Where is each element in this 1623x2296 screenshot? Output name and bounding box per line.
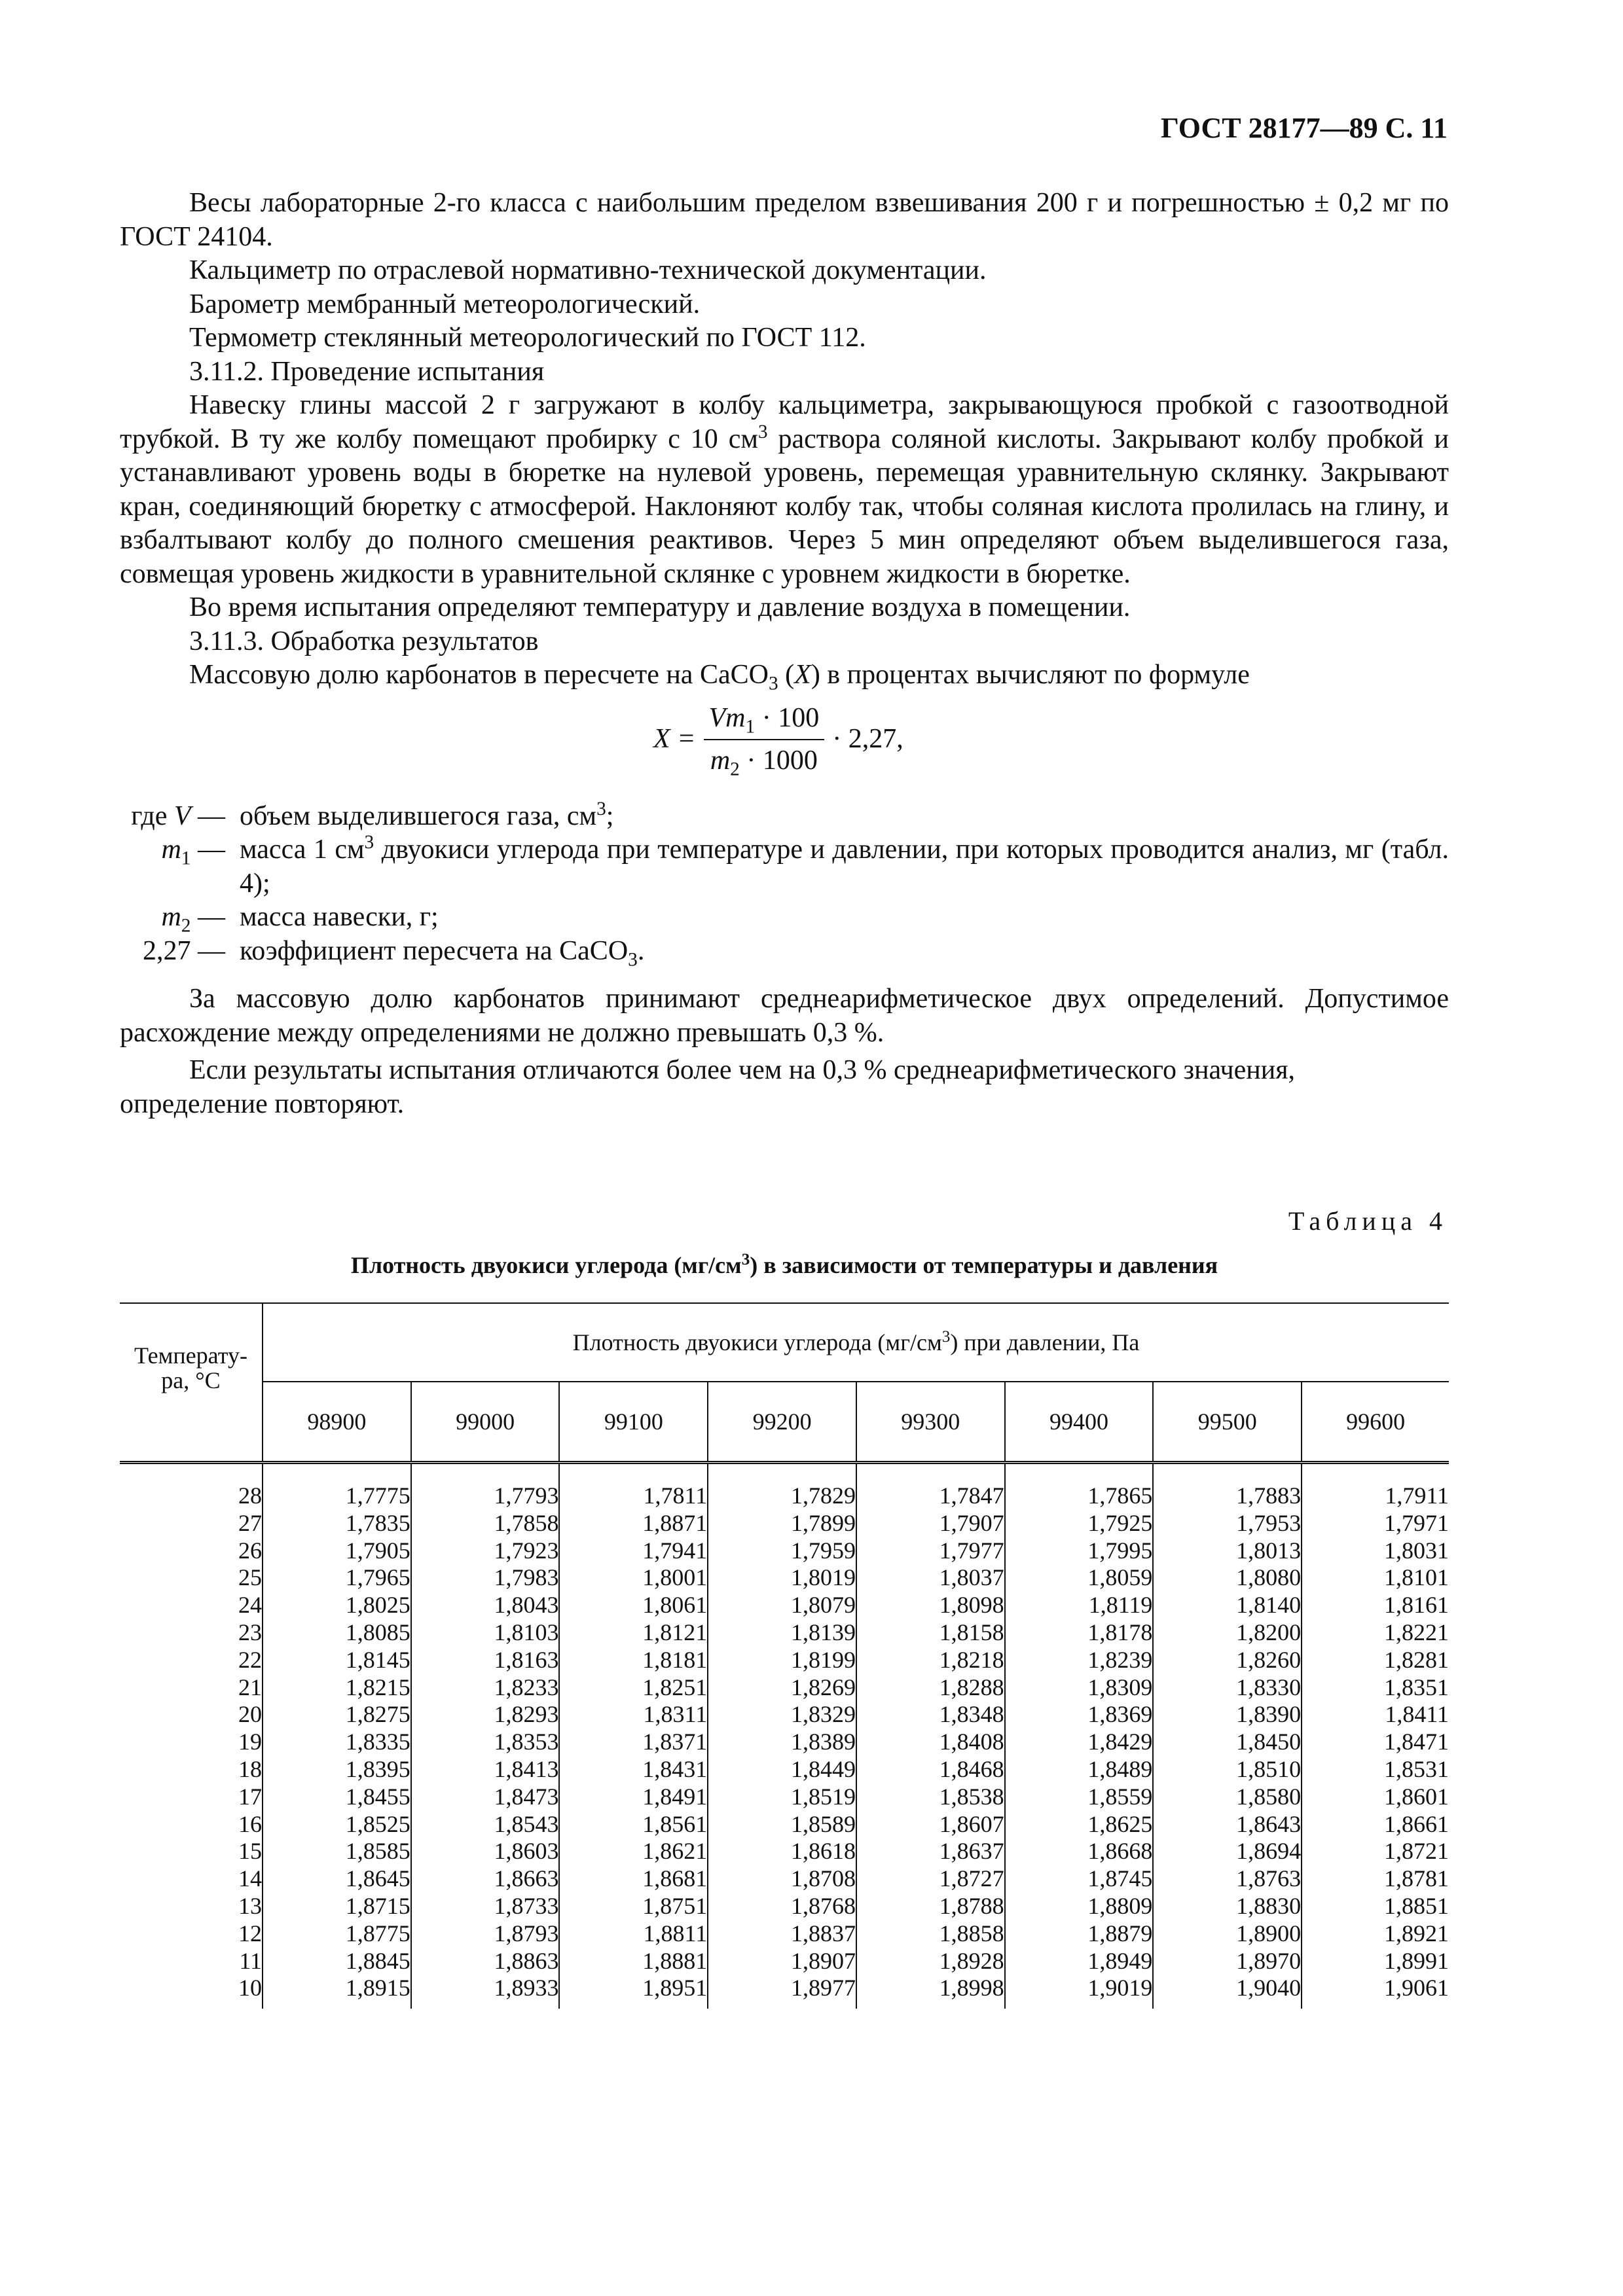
density-cell: 1,8389 [708,1729,856,1756]
density-cell: 1,8473 [411,1784,560,1811]
density-cell: 1,8977 [708,1975,856,2009]
density-cell: 1,8269 [708,1674,856,1702]
pressure-header: 99600 [1302,1382,1449,1463]
temperature-cell: 11 [120,1948,263,1975]
density-cell: 1,8239 [1005,1647,1154,1674]
temperature-cell: 22 [120,1647,263,1674]
density-cell: 1,8098 [856,1592,1005,1619]
paragraph: Если результаты испытания отличаются более чем на 0,3 % среднеарифметического значения, определение повторяют. [120,1055,1296,1119]
density-cell: 1,8471 [1384,1729,1449,1755]
temperature-cell: 12 [120,1920,263,1948]
document-body [120,187,1449,1121]
density-cell: 1,8080 [1153,1564,1302,1592]
density-cell: 1,8001 [559,1564,708,1592]
density-cell: 1,8621 [559,1838,708,1865]
density-cell: 1,8907 [708,1948,856,1975]
density-cell: 1,8970 [1153,1948,1302,1975]
density-cell: 1,8589 [708,1811,856,1839]
density-cell: 1,8858 [856,1920,1005,1948]
density-cell: 1,8788 [856,1893,1005,1920]
table-row [120,1838,1449,1865]
density-cell: 1,8330 [1153,1674,1302,1702]
definition-item: 2,27 — коэффициент пересчета на СаСО$_3$. [143,935,645,970]
density-cell: 1,8293 [411,1701,560,1729]
density-cell: 1,8348 [856,1701,1005,1729]
density-cell: 1,8455 [263,1784,411,1811]
density-cell: 1,7883 [1153,1463,1302,1510]
density-table [120,1302,1449,2009]
table-row [120,1756,1449,1784]
density-cell: 1,8335 [263,1729,411,1756]
density-cell: 1,8199 [708,1647,856,1674]
density-cell: 1,8601 [1384,1783,1449,1810]
density-cell: 1,8281 [1384,1646,1449,1673]
table-row [120,1865,1449,1893]
temperature-header: Температу-ра, °С [120,1303,263,1463]
density-cell: 1,8933 [411,1975,560,2009]
density-cell: 1,7995 [1005,1537,1154,1565]
density-cell: 1,8145 [263,1647,411,1674]
paragraph: Кальциметр по отраслевой нормативно-технической документации. [189,255,987,285]
density-cell: 1,8429 [1005,1729,1154,1756]
density-cell: 1,8879 [1005,1920,1154,1948]
paragraph: Барометр мембранный метеорологический. [189,289,701,319]
temperature-cell: 19 [120,1729,263,1756]
temperature-cell: 24 [120,1592,263,1619]
density-cell: 1,8781 [1384,1865,1449,1892]
density-cell: 1,8221 [1384,1619,1449,1645]
density-cell: 1,8863 [411,1948,560,1975]
table-row [120,1975,1449,2009]
table-label: Таблица 4 [1288,1206,1448,1236]
density-cell: 1,8991 [1384,1947,1449,1974]
density-cell: 1,7793 [411,1463,560,1510]
density-cell: 1,8311 [559,1701,708,1729]
page-header: ГОСТ 28177—89 С. 11 [1160,112,1448,144]
table-row [120,1564,1449,1592]
table-row [120,1893,1449,1920]
density-cell: 1,8013 [1153,1537,1302,1565]
density-cell: 1,8775 [263,1920,411,1948]
temperature-cell: 26 [120,1537,263,1565]
density-cell: 1,8915 [263,1975,411,2009]
density-cell: 1,8371 [559,1729,708,1756]
table-row [120,1920,1449,1948]
temperature-cell: 10 [120,1975,263,2009]
density-cell: 1,8580 [1153,1784,1302,1811]
density-cell: 1,8215 [263,1674,411,1702]
pressure-header: 99400 [1005,1382,1154,1463]
density-cell: 1,8715 [263,1893,411,1920]
density-cell: 1,7829 [708,1463,856,1510]
density-cell: 1,8395 [263,1756,411,1784]
density-cell: 1,8489 [1005,1756,1154,1784]
table-row [120,1674,1449,1702]
paragraph: Навеску глины массой 2 г загружают в колбу кальциметра, закрывающуюся пробкой с газоотводной трубкой. В ту же колбу помещают пробирку с 10 $см^3$ раствора соляной кислоты. Закрывают колбу пробкой и устанавливают уровень воды в бюретке на нулевой уровень, перемещая уравнительную склянку. Закрывают кран, соединяющий бюретку с атмосферой. Наклоняют колбу так, чтобы соляная кислота пролилась на глину, и взбалтывают колбу до полного смешения реактивов. Через 5 мин определяют объем выделившегося газа, совмещая уровень жидкости в уравнительной склянке с уровнем жидкости в бюретке. [120,390,1449,589]
density-cell: 1,8061 [559,1592,708,1619]
density-cell: 1,7983 [411,1564,560,1592]
table-title: Плотность двуокиси углерода $(мг/см^3)$ в зависимости от температуры и давления [350,1251,1218,1278]
pressure-header: 99200 [708,1382,856,1463]
density-cell: 1,8727 [856,1865,1005,1893]
density-cell: 1,8288 [856,1674,1005,1702]
density-cell: 1,8603 [411,1838,560,1865]
density-cell: 1,8625 [1005,1811,1154,1839]
density-cell: 1,8510 [1153,1756,1302,1784]
density-cell: 1,8733 [411,1893,560,1920]
density-cell: 1,7847 [856,1463,1005,1510]
temperature-cell: 20 [120,1701,263,1729]
density-cell: 1,8468 [856,1756,1005,1784]
density-cell: 1,8121 [559,1619,708,1647]
density-cell: 1,8260 [1153,1647,1302,1674]
pressure-group-header: Плотность двуокиси углерода $(мг/см^3)$ при давлении, Па [263,1303,1449,1382]
density-cell: 1,7907 [856,1510,1005,1537]
density-cell: 1,8140 [1153,1592,1302,1619]
pressure-header: 99000 [411,1382,560,1463]
density-cell: 1,8079 [708,1592,856,1619]
density-cell: 1,8900 [1153,1920,1302,1948]
table-row [120,1619,1449,1647]
density-cell: 1,8585 [263,1838,411,1865]
density-cell: 1,8019 [708,1564,856,1592]
section-heading: 3.11.3. Обработка результатов [189,626,539,656]
temperature-cell: 15 [120,1838,263,1865]
section-heading: 3.11.2. Проведение испытания [189,356,545,387]
density-cell: 1,8085 [263,1619,411,1647]
density-cell: 1,8390 [1153,1701,1302,1729]
density-cell: 1,8881 [559,1948,708,1975]
formula-fraction: $\frac{Vm_1 \cdot 100}{m_2 \cdot 1000}$ [704,702,825,778]
density-cell: 1,8309 [1005,1674,1154,1702]
temperature-cell: 13 [120,1893,263,1920]
pressure-header: 99300 [856,1382,1005,1463]
density-cell: 1,8793 [411,1920,560,1948]
density-cell: 1,8998 [856,1975,1005,2009]
density-cell: 1,8059 [1005,1564,1154,1592]
density-cell: 1,8431 [559,1756,708,1784]
density-cell: 1,8837 [708,1920,856,1948]
density-cell: 1,8329 [708,1701,856,1729]
density-cell: 1,7941 [559,1537,708,1565]
density-cell: 1,8668 [1005,1838,1154,1865]
density-cell: 1,8745 [1005,1865,1154,1893]
density-cell: 1,8561 [559,1811,708,1839]
density-cell: 1,8949 [1005,1948,1154,1975]
density-cell: 1,9040 [1153,1975,1302,2009]
density-cell: 1,7971 [1384,1509,1449,1536]
table-row [120,1463,1449,1510]
density-cell: 1,8531 [1384,1755,1449,1782]
density-cell: 1,8037 [856,1564,1005,1592]
density-cell: 1,8233 [411,1674,560,1702]
density-cell: 1,8708 [708,1865,856,1893]
density-cell: 1,8181 [559,1647,708,1674]
density-cell: 1,8721 [1384,1838,1449,1865]
density-cell: 1,8538 [856,1784,1005,1811]
density-cell: 1,8411 [1385,1701,1449,1728]
density-cell: 1,8491 [559,1784,708,1811]
density-cell: 1,8751 [559,1893,708,1920]
density-cell: 1,8845 [263,1948,411,1975]
definitions-list [120,800,1449,969]
density-cell: 1,8200 [1153,1619,1302,1647]
temperature-cell: 21 [120,1674,263,1702]
density-cell: 1,8871 [559,1510,708,1537]
density-cell: 1,8218 [856,1647,1005,1674]
formula-lhs: X = [653,724,696,755]
density-cell: 1,7899 [708,1510,856,1537]
density-cell: 1,8809 [1005,1893,1154,1920]
density-cell: 1,8139 [708,1619,856,1647]
density-cell: 1,8163 [411,1647,560,1674]
density-cell: 1,7811 [559,1463,708,1510]
pressure-header: 98900 [263,1382,411,1463]
density-cell: 1,8353 [411,1729,560,1756]
density-cell: 1,8413 [411,1756,560,1784]
density-cell: 1,9019 [1005,1975,1154,2009]
density-cell: 1,8025 [263,1592,411,1619]
table-row [120,1537,1449,1565]
paragraph: Весы лабораторные 2-го класса с наибольшим пределом взвешивания 200 г и погрешностью ± 0,2 мг по ГОСТ 24104. [120,188,1449,252]
density-cell: 1,8101 [1384,1564,1449,1591]
pressure-header: 99100 [559,1382,708,1463]
density-cell: 1,8369 [1005,1701,1154,1729]
table-row [120,1592,1449,1619]
density-cell: 1,8251 [559,1674,708,1702]
density-cell: 1,8559 [1005,1784,1154,1811]
density-cell: 1,8525 [263,1811,411,1839]
density-cell: 1,8519 [708,1784,856,1811]
density-cell: 1,8921 [1384,1920,1449,1946]
density-cell: 1,8637 [856,1838,1005,1865]
density-cell: 1,8275 [263,1701,411,1729]
pressure-header: 99500 [1153,1382,1302,1463]
density-cell: 1,7923 [411,1537,560,1565]
density-cell: 1,8768 [708,1893,856,1920]
density-cell: 1,8830 [1153,1893,1302,1920]
temperature-cell: 18 [120,1756,263,1784]
density-cell: 1,9061 [1384,1975,1449,2001]
density-cell: 1,8161 [1384,1592,1449,1619]
table-row [120,1729,1449,1756]
paragraph: Массовую долю карбонатов в пересчете на СаСО$_3$ (X) в процентах вычисляют по формуле [189,660,1250,694]
density-cell: 1,8763 [1153,1865,1302,1893]
density-cell: 1,8643 [1153,1811,1302,1839]
temperature-cell: 14 [120,1865,263,1893]
temperature-cell: 27 [120,1510,263,1537]
table-row [120,1784,1449,1811]
table-row [120,1948,1449,1975]
density-cell: 1,8178 [1005,1619,1154,1647]
density-cell: 1,8450 [1153,1729,1302,1756]
table-row [120,1510,1449,1537]
density-cell: 1,7959 [708,1537,856,1565]
density-cell: 1,7865 [1005,1463,1154,1510]
temperature-cell: 16 [120,1811,263,1839]
density-cell: 1,8618 [708,1838,856,1865]
density-cell: 1,8158 [856,1619,1005,1647]
paragraph: За массовую долю карбонатов принимают среднеарифметическое двух определений. Допустимое расхождение между определениями не должно превышать 0,3 %. [120,984,1449,1048]
density-cell: 1,8694 [1153,1838,1302,1865]
density-cell: 1,7911 [1385,1482,1449,1509]
definition-item: $m_2$ — масса навески, г; [161,902,439,937]
density-cell: 1,7835 [263,1510,411,1537]
density-cell: 1,8645 [263,1865,411,1893]
density-cell: 1,8351 [1384,1674,1449,1700]
density-cell: 1,8661 [1384,1810,1449,1837]
density-cell: 1,7775 [263,1463,411,1510]
density-cell: 1,8119 [1005,1592,1154,1619]
density-cell: 1,8951 [559,1975,708,2009]
density-cell: 1,8449 [708,1756,856,1784]
density-cell: 1,8681 [559,1865,708,1893]
density-cell: 1,7905 [263,1537,411,1565]
temperature-cell: 28 [120,1463,263,1510]
density-cell: 1,8031 [1384,1537,1449,1564]
density-cell: 1,8663 [411,1865,560,1893]
density-cell: 1,8543 [411,1811,560,1839]
density-cell: 1,8607 [856,1811,1005,1839]
formula-tail: · 2,27, [832,724,903,755]
temperature-cell: 17 [120,1784,263,1811]
paragraph: Термометр стеклянный метеорологический по ГОСТ 112. [189,323,866,353]
density-cell: 1,7925 [1005,1510,1154,1537]
density-cell: 1,7953 [1153,1510,1302,1537]
table-row [120,1811,1449,1839]
table-row [120,1701,1449,1729]
density-cell: 1,8811 [559,1920,708,1948]
temperature-cell: 23 [120,1619,263,1647]
density-cell: 1,7977 [856,1537,1005,1565]
formula [120,696,1449,788]
density-cell: 1,7858 [411,1510,560,1537]
table-row [120,1647,1449,1674]
definition-item: $m_1$ — масса 1 $см^3$ двуокиси углерода при температуре и давлении, при которых проводится анализ, мг (табл. 4); [161,832,1449,899]
density-cell: 1,8103 [411,1619,560,1647]
temperature-cell: 25 [120,1564,263,1592]
paragraph: Во время испытания определяют температуру и давление воздуха в помещении. [189,592,1131,622]
definition-item: где V — объем выделившегося газа, $см^3$; [131,798,614,831]
density-cell: 1,7965 [263,1564,411,1592]
density-cell: 1,8851 [1384,1892,1449,1919]
density-cell: 1,8408 [856,1729,1005,1756]
density-cell: 1,8043 [411,1592,560,1619]
density-cell: 1,8928 [856,1948,1005,1975]
